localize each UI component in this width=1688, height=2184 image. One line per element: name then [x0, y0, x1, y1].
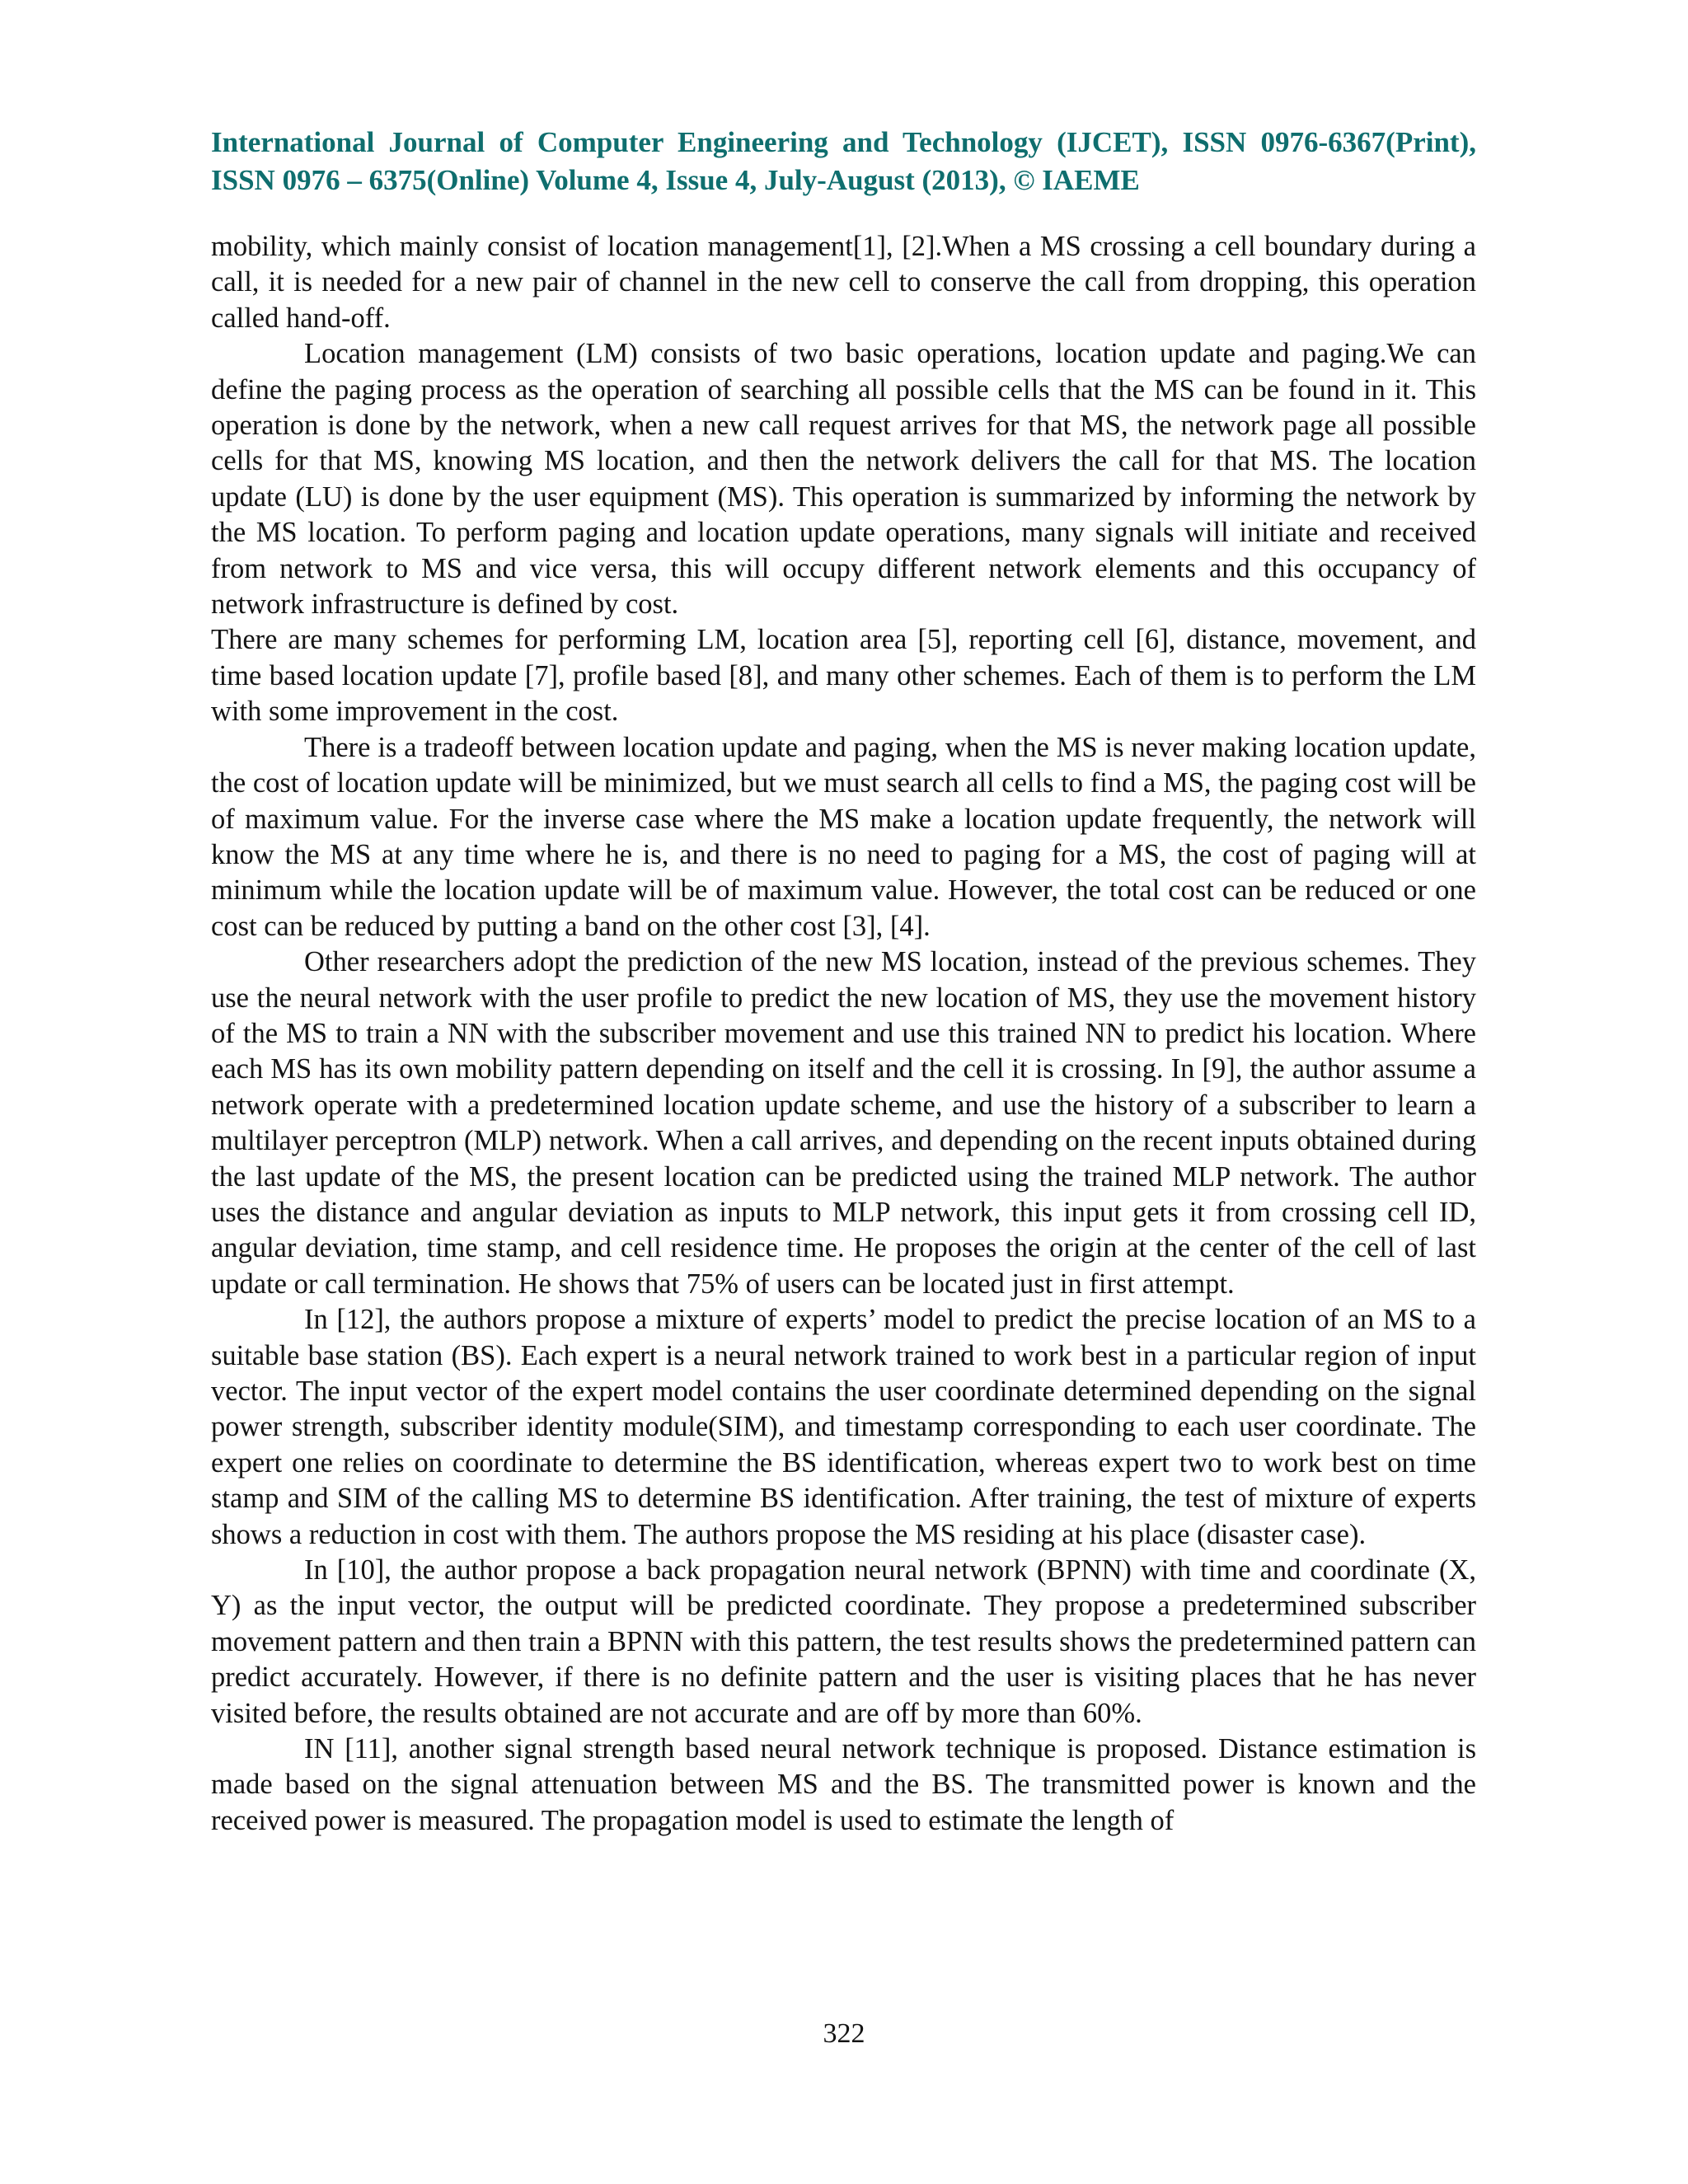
- body-text: [211, 229, 1476, 1839]
- paragraph-location-management: Location management (LM) consists of two basic operations, location update and paging.We can define the paging process as the operation of searching all possible cells that the MS can be found in it. This operation is done by the network, when a new call request arrives for that MS, the network page all possible cells for that MS, knowing MS location, and then the network delivers the call for that MS. The location update (LU) is done by the user equipment (MS). This operation is summarized by informing the network by the MS location. To perform paging and location update operations, many signals will initiate and received from network to MS and vice versa, this will occupy different network elements and this occupancy of network infrastructure is defined by cost.: [211, 338, 1476, 621]
- paragraph-bpnn: In [10], the author propose a back propagation neural network (BPNN) with time and coordinate (X, Y) as the input vector, the output will be predicted coordinate. They propose a predetermined subscriber movement pattern and then train a BPNN with this pattern, the test results shows the predetermined pattern can predict accurately. However, if there is no definite pattern and the user is visiting places that he has never visited before, the results obtained are not accurate and are off by more than 60%.: [211, 1554, 1476, 1729]
- paragraph-prediction-mlp: Other researchers adopt the prediction of the new MS location, instead of the previous schemes. They use the neural network with the user profile to predict the new location of MS, they use the movement history of the MS to train a NN with the subscriber movement and use this trained NN to predict his location. Where each MS has its own mobility pattern depending on itself and the cell it is crossing. In [9], the author assume a network operate with a predetermined location update scheme, and use the history of a subscriber to learn a multilayer perceptron (MLP) network. When a call arrives, and depending on the recent inputs obtained during the last update of the MS, the present location can be predicted using the trained MLP network. The author uses the distance and angular deviation as inputs to MLP network, this input gets it from crossing cell ID, angular deviation, time stamp, and cell residence time. He proposes the origin at the center of the cell of last update or call termination. He shows that 75% of users can be located just in first attempt.: [211, 946, 1476, 1300]
- paragraph-mixture-of-experts: In [12], the authors propose a mixture of experts’ model to predict the precise location of an MS to a suitable base station (BS). Each expert is a neural network trained to work best in a particular region of input vector. The input vector of the expert model contains the user coordinate determined depending on the signal power strength, subscriber identity module(SIM), and timestamp corresponding to each user coordinate. The expert one relies on coordinate to determine the BS identification, whereas expert two to work best on time stamp and SIM of the calling MS to determine BS identification. After training, the test of mixture of experts shows a reduction in cost with them. The authors propose the MS residing at his place (disaster case).: [211, 1304, 1476, 1550]
- paragraph-lm-schemes: There are many schemes for performing LM, location area [5], reporting cell [6], distance, movement, and time based location update [7], profile based [8], and many other schemes. Each of them is to perform the LM with some improvement in the cost.: [211, 624, 1476, 728]
- paragraph-signal-strength: IN [11], another signal strength based neural network technique is proposed. Distance estimation is made based on the signal attenuation between MS and the BS. The transmitted power is known and the received power is measured. The propagation model is used to estimate the length of: [211, 1733, 1476, 1836]
- journal-header: International Journal of Computer Engineering and Technology (IJCET), ISSN 0976-6367(Print), ISSN 0976 – 6375(Online) Volume 4, Issue 4, July-August (2013), © IAEME: [211, 126, 1476, 196]
- page-number: 322: [823, 2018, 865, 2049]
- paragraph-mobility-handoff: mobility, which mainly consist of location management[1], [2].When a MS crossing a cell boundary during a call, it is needed for a new pair of channel in the new cell to conserve the call from dropping, this operation called hand-off.: [211, 231, 1476, 334]
- paragraph-tradeoff: There is a tradeoff between location update and paging, when the MS is never making location update, the cost of location update will be minimized, but we must search all cells to find a MS, the paging cost will be of maximum value. For the inverse case where the MS make a location update frequently, the network will know the MS at any time where he is, and there is no need to paging for a MS, the cost of paging will at minimum while the location update will be of maximum value. However, the total cost can be reduced or one cost can be reduced by putting a band on the other cost [3], [4].: [211, 731, 1476, 942]
